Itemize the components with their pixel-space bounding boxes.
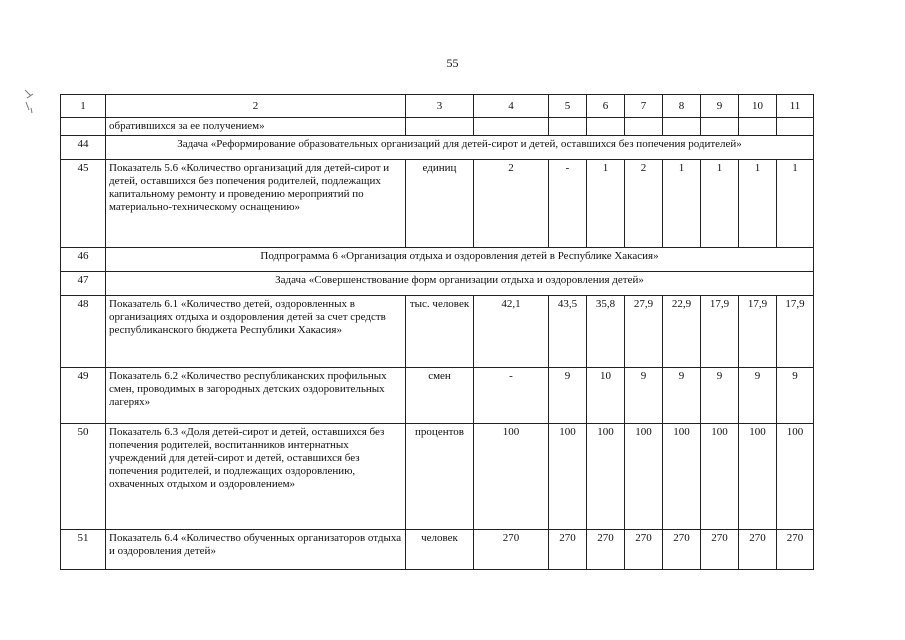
value-cell: 100 bbox=[701, 424, 739, 530]
value-cell bbox=[701, 118, 739, 136]
value-cell: 2 bbox=[625, 160, 663, 248]
value-cell: 270 bbox=[701, 530, 739, 570]
column-header: 11 bbox=[777, 95, 814, 118]
value-cell: 22,9 bbox=[663, 296, 701, 368]
value-cell: 42,1 bbox=[474, 296, 549, 368]
table-row bbox=[61, 530, 814, 570]
section-row bbox=[61, 136, 814, 160]
column-header: 7 bbox=[625, 95, 663, 118]
value-cell: 100 bbox=[474, 424, 549, 530]
row-number: 47 bbox=[61, 272, 106, 296]
row-number: 49 bbox=[61, 368, 106, 424]
value-cell: 9 bbox=[777, 368, 814, 424]
value-cell: 1 bbox=[663, 160, 701, 248]
value-cell bbox=[663, 118, 701, 136]
value-cell: 270 bbox=[549, 530, 587, 570]
value-cell bbox=[625, 118, 663, 136]
value-cell: 17,9 bbox=[739, 296, 777, 368]
value-cell: 9 bbox=[739, 368, 777, 424]
unit-cell: человек bbox=[406, 530, 474, 570]
value-cell bbox=[587, 118, 625, 136]
column-header: 8 bbox=[663, 95, 701, 118]
column-header: 1 bbox=[61, 95, 106, 118]
value-cell: 9 bbox=[549, 368, 587, 424]
column-header: 4 bbox=[474, 95, 549, 118]
value-cell: 100 bbox=[625, 424, 663, 530]
row-number: 45 bbox=[61, 160, 106, 248]
value-cell: 27,9 bbox=[625, 296, 663, 368]
value-cell: 270 bbox=[587, 530, 625, 570]
section-title: Задача «Совершенствование форм организации отдыха и оздоровления детей» bbox=[106, 272, 814, 296]
value-cell: 270 bbox=[474, 530, 549, 570]
section-row bbox=[61, 272, 814, 296]
value-cell: 100 bbox=[739, 424, 777, 530]
unit-cell bbox=[406, 118, 474, 136]
value-cell: 9 bbox=[663, 368, 701, 424]
value-cell: 1 bbox=[777, 160, 814, 248]
indicator-name: Показатель 6.1 «Количество детей, оздоровленных в организациях отдыха и оздоровления детей за счет средств республиканского бюджета Республики Хакасия» bbox=[106, 296, 406, 368]
value-cell: 100 bbox=[549, 424, 587, 530]
value-cell: 1 bbox=[701, 160, 739, 248]
unit-cell: тыс. человек bbox=[406, 296, 474, 368]
page-number: 55 bbox=[446, 56, 459, 70]
value-cell: 100 bbox=[777, 424, 814, 530]
section-title: Задача «Реформирование образовательных организаций для детей-сирот и детей, оставшихся без попечения родителей» bbox=[106, 136, 814, 160]
value-cell: 43,5 bbox=[549, 296, 587, 368]
column-header: 10 bbox=[739, 95, 777, 118]
indicator-name: Показатель 5.6 «Количество организаций для детей-сирот и детей, оставшихся без попечения родителей, подлежащих капитальному ремонту и проведению мероприятий по материально-техническому оснащению» bbox=[106, 160, 406, 248]
column-header: 3 bbox=[406, 95, 474, 118]
value-cell bbox=[739, 118, 777, 136]
value-cell bbox=[474, 118, 549, 136]
value-cell: - bbox=[549, 160, 587, 248]
unit-cell: процентов bbox=[406, 424, 474, 530]
margin-scribble-mark bbox=[22, 86, 36, 116]
row-number: 50 bbox=[61, 424, 106, 530]
value-cell: 17,9 bbox=[701, 296, 739, 368]
value-cell: 35,8 bbox=[587, 296, 625, 368]
header-row bbox=[61, 95, 814, 118]
value-cell bbox=[549, 118, 587, 136]
indicator-name: Показатель 6.2 «Количество республиканских профильных смен, проводимых в загородных детских оздоровительных лагерях» bbox=[106, 368, 406, 424]
row-number: 51 bbox=[61, 530, 106, 570]
section-row bbox=[61, 248, 814, 272]
value-cell: - bbox=[474, 368, 549, 424]
indicator-name: обратившихся за ее получением» bbox=[106, 118, 406, 136]
value-cell: 1 bbox=[587, 160, 625, 248]
row-number bbox=[61, 118, 106, 136]
value-cell: 10 bbox=[587, 368, 625, 424]
column-header: 2 bbox=[106, 95, 406, 118]
section-title: Подпрограмма 6 «Организация отдыха и оздоровления детей в Республике Хакасия» bbox=[106, 248, 814, 272]
value-cell: 17,9 bbox=[777, 296, 814, 368]
value-cell: 100 bbox=[663, 424, 701, 530]
table-row bbox=[61, 160, 814, 248]
value-cell: 270 bbox=[625, 530, 663, 570]
column-header: 6 bbox=[587, 95, 625, 118]
value-cell: 270 bbox=[663, 530, 701, 570]
row-number: 44 bbox=[61, 136, 106, 160]
value-cell: 2 bbox=[474, 160, 549, 248]
value-cell: 1 bbox=[739, 160, 777, 248]
unit-cell: единиц bbox=[406, 160, 474, 248]
indicator-name: Показатель 6.4 «Количество обученных организаторов отдыха и оздоровления детей» bbox=[106, 530, 406, 570]
column-header: 5 bbox=[549, 95, 587, 118]
row-number: 46 bbox=[61, 248, 106, 272]
unit-cell: смен bbox=[406, 368, 474, 424]
table-row bbox=[61, 424, 814, 530]
column-header: 9 bbox=[701, 95, 739, 118]
value-cell: 9 bbox=[625, 368, 663, 424]
table-row bbox=[61, 368, 814, 424]
value-cell bbox=[777, 118, 814, 136]
indicator-name: Показатель 6.3 «Доля детей-сирот и детей, оставшихся без попечения родителей, воспитанников интернатных учреждений для детей-сирот и детей, оставшихся без попечения родителей, и подлежащих оздоровлению, охваченных отдыхом и оздоровлением» bbox=[106, 424, 406, 530]
table-row bbox=[61, 296, 814, 368]
indicators-table bbox=[60, 94, 814, 570]
row-number: 48 bbox=[61, 296, 106, 368]
table-row bbox=[61, 118, 814, 136]
value-cell: 270 bbox=[777, 530, 814, 570]
value-cell: 9 bbox=[701, 368, 739, 424]
value-cell: 270 bbox=[739, 530, 777, 570]
value-cell: 100 bbox=[587, 424, 625, 530]
